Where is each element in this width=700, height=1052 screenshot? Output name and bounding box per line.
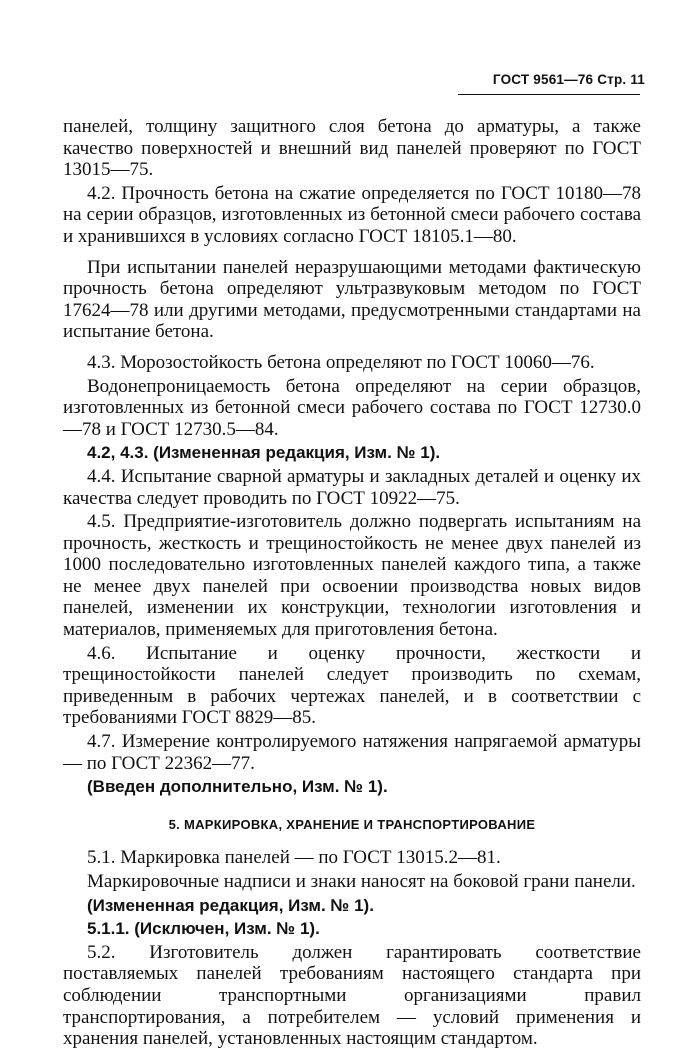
page-header: ГОСТ 9561—76 Стр. 11 bbox=[492, 72, 645, 87]
paragraph: Водонепроницаемость бетона определяют на серии образцов, изготовленных из бетонной смеси рабочего состава по ГОСТ 12730.0—78 и ГОСТ 12730.5—84. bbox=[63, 375, 641, 440]
paragraph: 4.3. Морозостойкость бетона определяют по ГОСТ 10060—76. bbox=[87, 351, 595, 373]
paragraph: При испытании панелей неразрушающими методами фактическую прочность бетона определяют ультразвуковым методом по ГОСТ 17624—78 или другими методами, предусмотренными стандартами на испытание бетона. bbox=[63, 256, 641, 343]
paragraph: 5.2. Изготовитель должен гарантировать соответствие поставляемых панелей требованиям настоящего стандарта при соблюдении транспортными организациями правил транспортирования, а потребителем — условий применения и хранения панелей, установленных настоящим стандартом. bbox=[63, 941, 641, 1050]
document-body bbox=[63, 116, 641, 1052]
paragraph: панелей, толщину защитного слоя бетона до арматуры, а также качество поверхностей и внешний вид панелей проверяют по ГОСТ 13015—75. bbox=[63, 116, 641, 181]
paragraph: Маркировочные надписи и знаки наносят на боковой грани панели. bbox=[87, 871, 636, 892]
amendment-note: (Измененная редакция, Изм. № 1). bbox=[87, 895, 374, 915]
section-heading: 5. МАРКИРОВКА, ХРАНЕНИЕ И ТРАНСПОРТИРОВАНИЕ bbox=[168, 816, 536, 832]
paragraph: 4.6. Испытание и оценку прочности, жесткости и трещиностойкости панелей следует производить по схемам, приведенным в рабочих чертежах панелей, и в соответствии с требованиями ГОСТ 8829—85. bbox=[63, 642, 641, 729]
header-rule bbox=[458, 94, 640, 95]
amendment-note: 4.2, 4.3. (Измененная редакция, Изм. № 1). bbox=[87, 443, 441, 463]
amendment-note: (Введен дополнительно, Изм. № 1). bbox=[87, 777, 388, 797]
paragraph: 4.5. Предприятие-изготовитель должно подвергать испытаниям на прочность, жесткость и трещиностойкость не менее двух панелей из 1000 последовательно изготовленных панелей каждого типа, а также не менее двух панелей при освоении производства новых видов панелей, изменении их конструкции, технологии изготовления и материалов, применяемых для приготовления бетона. bbox=[63, 511, 641, 641]
paragraph: 4.4. Испытание сварной арматуры и закладных деталей и оценку их качества следует проводить по ГОСТ 10922—75. bbox=[63, 465, 641, 509]
amendment-note: 5.1.1. (Исключен, Изм. № 1). bbox=[87, 919, 320, 939]
paragraph: 4.2. Прочность бетона на сжатие определяется по ГОСТ 10180—78 на серии образцов, изготовленных из бетонной смеси рабочего состава и хранившихся в условиях согласно ГОСТ 18105.1—80. bbox=[63, 182, 641, 247]
paragraph: 4.7. Измерение контролируемого натяжения напрягаемой арматуры — по ГОСТ 22362—77. bbox=[63, 731, 641, 774]
paragraph: 5.1. Маркировка панелей — по ГОСТ 13015.2—81. bbox=[87, 847, 501, 869]
